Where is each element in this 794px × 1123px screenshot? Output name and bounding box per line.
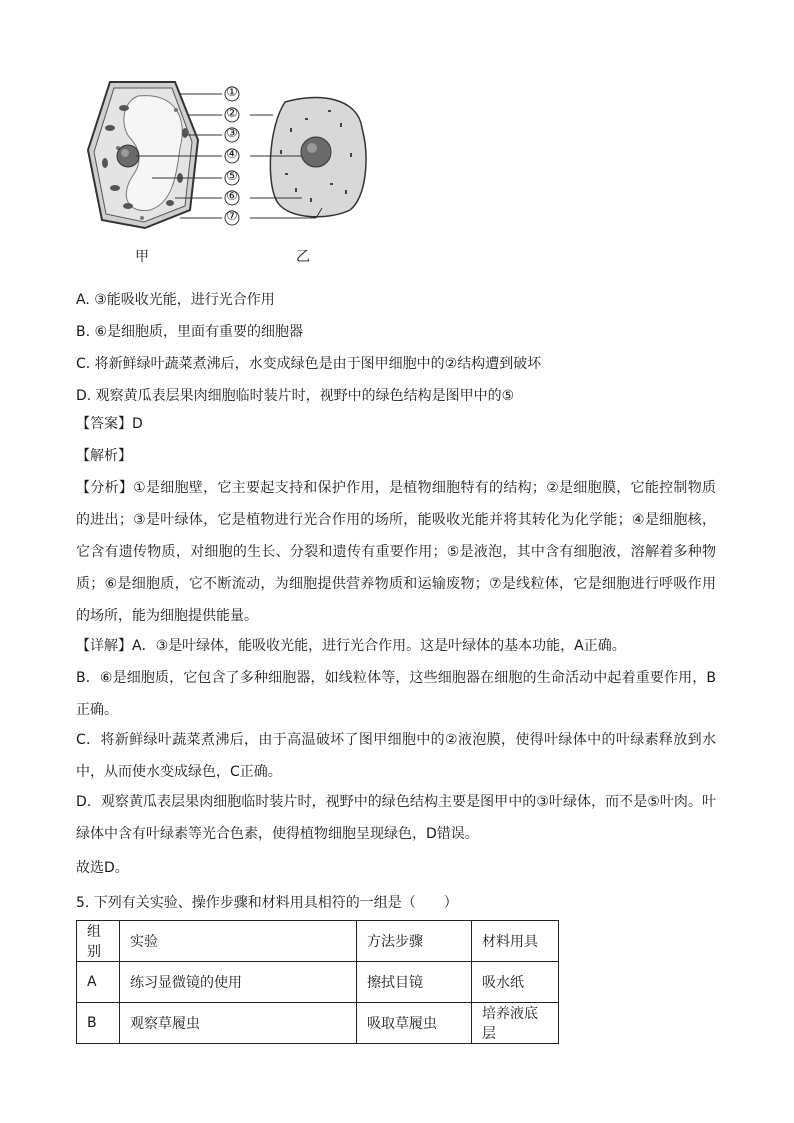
option-c: C. 将新鲜绿叶蔬菜煮沸后，水变成绿色是由于图甲细胞中的②结构遭到破坏 bbox=[76, 356, 542, 372]
detail-d: D．观察黄瓜表层果肉细胞临时装片时，视野中的绿色结构主要是图甲中的③叶绿体，而不是⑤叶肉。叶绿体中含有叶绿素等光合色素，使得植物细胞呈现绿色，D错误。 bbox=[76, 794, 716, 842]
detail-c: C．将新鲜绿叶蔬菜煮沸后，由于高温破坏了图甲细胞中的②液泡膜，使得叶绿体中的叶绿素释放到水中，从而使水变成绿色，C正确。 bbox=[76, 732, 716, 780]
animal-nucleus bbox=[301, 137, 331, 167]
label-2: ② bbox=[226, 106, 238, 121]
analysis-title: 【解析】 bbox=[76, 448, 132, 464]
label-4: ④ bbox=[226, 147, 238, 162]
table-header-cell: 组别 bbox=[77, 921, 120, 962]
analysis-text: 【分析】①是细胞壁，它主要起支持和保护作用，是植物细胞特有的结构；②是细胞膜，它能控制物质的进出；③是叶绿体，它是植物进行光合作用的场所，能吸收光能并将其转化为化学能；④是细胞核，它含有遗传物质，对细胞的生长、分裂和遗传有重要作用；⑤是液泡，其中含有细胞液，溶解着多种物质；⑥是细胞质，它不断流动，为细胞提供营养物质和运输废物；⑦是线粒体，它是细胞进行呼吸作用的场所，能为细胞提供能量。 bbox=[76, 480, 716, 624]
label-1: ① bbox=[226, 85, 238, 100]
cell-diagram-figure bbox=[80, 78, 380, 268]
detail-b: B．⑥是细胞质，它包含了多种细胞器，如线粒体等，这些细胞器在细胞的生命活动中起着重要作用，B正确。 bbox=[76, 670, 716, 718]
label-3: ③ bbox=[226, 126, 238, 141]
question-5-stem: 5. 下列有关实验、操作步骤和材料用具相符的一组是（ ） bbox=[76, 895, 458, 911]
option-a: A. ③能吸收光能，进行光合作用 bbox=[76, 292, 275, 308]
answer: 【答案】D bbox=[76, 416, 143, 432]
table-cell: 吸取草履虫 bbox=[357, 1003, 472, 1044]
table-cell: 观察草履虫 bbox=[120, 1003, 357, 1044]
table-header-row bbox=[77, 921, 559, 962]
table-header-cell: 实验 bbox=[120, 921, 357, 962]
figure-label-yi: 乙 bbox=[296, 249, 310, 265]
table-row bbox=[77, 962, 559, 1003]
label-7: ⑦ bbox=[226, 209, 238, 224]
table-cell: 培养液底层 bbox=[472, 1003, 559, 1044]
plant-nucleus bbox=[117, 145, 139, 167]
label-6: ⑥ bbox=[226, 189, 238, 204]
table-cell: 吸水纸 bbox=[472, 962, 559, 1003]
table-cell: A bbox=[77, 962, 120, 1003]
table-header-cell: 材料用具 bbox=[472, 921, 559, 962]
table-cell: 练习显微镜的使用 bbox=[120, 962, 357, 1003]
table-cell: 擦拭目镜 bbox=[357, 962, 472, 1003]
label-5: ⑤ bbox=[226, 169, 238, 184]
detail-a: 【详解】A．③是叶绿体，能吸收光能，进行光合作用。这是叶绿体的基本功能，A正确。 bbox=[76, 638, 626, 654]
table-cell: B bbox=[77, 1003, 120, 1044]
option-d: D. 观察黄瓜表层果肉细胞临时装片时，视野中的绿色结构是图甲中的⑤ bbox=[76, 388, 515, 404]
figure-label-jia: 甲 bbox=[135, 249, 149, 265]
table-header-cell: 方法步骤 bbox=[357, 921, 472, 962]
conclusion: 故选D。 bbox=[76, 860, 129, 876]
option-b: B. ⑥是细胞质，里面有重要的细胞器 bbox=[76, 324, 304, 340]
question-5-table bbox=[76, 920, 559, 1044]
table-row bbox=[77, 1003, 559, 1044]
